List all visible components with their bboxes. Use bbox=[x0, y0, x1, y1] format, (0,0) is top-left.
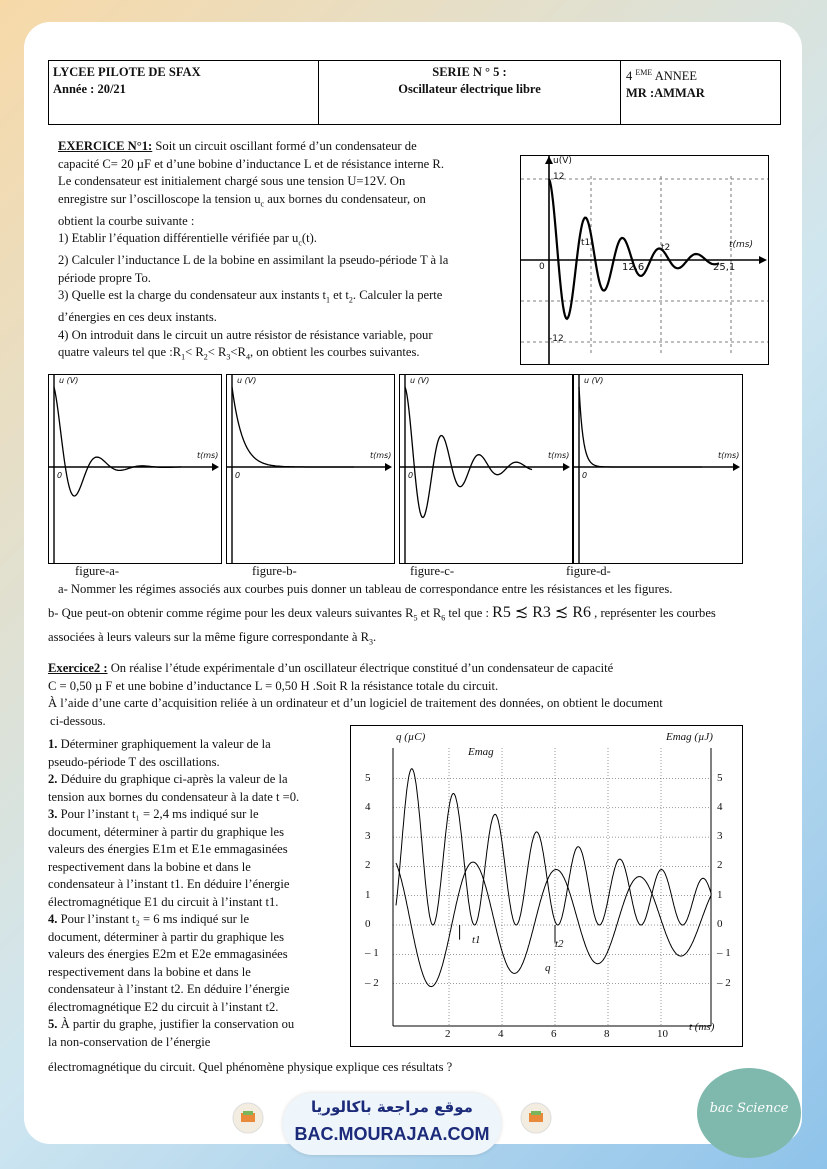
figure-d-caption: figure-d- bbox=[566, 564, 611, 578]
figure-curve bbox=[405, 387, 532, 518]
footer-url[interactable]: BAC.MOURAJAA.COM bbox=[294, 1124, 490, 1144]
osc-ybottom: -12 bbox=[549, 334, 564, 344]
exercise2-title: Exercice2 : bbox=[48, 661, 108, 675]
exercise2-intro: Exercice2 : On réalise l’étude expérimentale d’un oscillateur électrique constitué d’un condensateur de capacité C = 0,50 µ F et une bobine d’inductance L = 0,50 H .Soit R la résistance totale du circuit. À l’aide d’une carte d’acquisition reliée à un ordinateur et d’un logiciel de traitement des données, on obtient le document ci-dessous. bbox=[48, 661, 663, 728]
figure-ylabel: u (V) bbox=[410, 376, 430, 385]
figure-svg bbox=[49, 375, 221, 563]
question-a: a- Nommer les régimes associés aux courbes puis donner un tableau de correspondance entre les résistances et les figures. bbox=[58, 582, 673, 596]
energy-svg bbox=[351, 726, 742, 1046]
y-tick-right: 0 bbox=[717, 918, 723, 930]
osc-t1-value: 12,6 bbox=[622, 262, 645, 273]
figure-xlabel: t(ms) bbox=[718, 451, 740, 460]
q-axis-label: q (µC) bbox=[396, 731, 426, 743]
figure-axes bbox=[49, 375, 215, 563]
t1-label: t1 bbox=[472, 934, 481, 946]
y-tick-left: 3 bbox=[365, 830, 371, 843]
figure-arrow bbox=[385, 463, 392, 471]
y-tick-right: 5 bbox=[717, 771, 723, 784]
x-tick: 8 bbox=[604, 1028, 610, 1040]
header-level-cell bbox=[621, 61, 780, 124]
y-tick-left: – 2 bbox=[365, 976, 379, 989]
uc-curve bbox=[549, 179, 719, 319]
osc-t1-marker: t1 bbox=[581, 238, 591, 248]
figure-arrow bbox=[733, 463, 740, 471]
y-tick-right: 3 bbox=[717, 830, 723, 843]
figure-a-box bbox=[48, 374, 222, 564]
figure-curve bbox=[232, 387, 354, 467]
y-tick-left: 2 bbox=[365, 859, 371, 872]
figure-b-box bbox=[226, 374, 395, 564]
osc-xlabel: t(ms) bbox=[729, 240, 754, 250]
school-name: LYCEE PILOTE DE SFAX bbox=[53, 65, 201, 79]
figure-ylabel: u (V) bbox=[584, 376, 604, 385]
footer-left-logo-icon bbox=[232, 1102, 264, 1134]
header-series-cell bbox=[319, 61, 621, 124]
header-table bbox=[48, 60, 781, 125]
exercise1-intro: EXERCICE N°1: Soit un circuit oscillant formé d’un condensateur de capacité C= 20 µF et d’une bobine d’inductance L et de résistance interne R. Le condensateur est initialement chargé sous une tension U=12V. On enregistre sur l’oscilloscope la tension $u_c$ aux bornes du condensateur, on obtient la courbe suivante : 1) Etablir l’équation différentielle vérifiée par $u_c(t)$. 2) Calculer l’inductance L de la bobine en assimilant la pseudo-période T à la période propre To. 3) Quelle est la charge du condensateur aux instants $t_1$ et $t_2$. Calculer la perte d’énergies en ces deux instants. 4) On introduit dans le circuit un autre résistor de résistance variable, pour quatre valeurs tel que $:R_1< R_2< R_3<R_4$, on obtient les courbes suivantes. bbox=[58, 139, 449, 362]
q-curve-label: q bbox=[545, 962, 551, 974]
oscilloscope-graph bbox=[520, 155, 769, 365]
x-tick: 6 bbox=[551, 1028, 557, 1040]
t2-label: t2 bbox=[555, 938, 564, 950]
x-tick: 2 bbox=[445, 1028, 451, 1040]
figure-axes bbox=[227, 375, 388, 563]
y-tick-left: 4 bbox=[365, 800, 371, 813]
level: 4 $^{EME}$ ANNEE bbox=[626, 68, 698, 84]
figure-b-caption: figure-b- bbox=[252, 564, 297, 578]
resistance-relation: R5 ≾ R3 ≾ R6 bbox=[492, 604, 591, 621]
figure-ylabel: u (V) bbox=[237, 376, 257, 385]
y-tick-right: 2 bbox=[717, 859, 723, 872]
figure-ylabel: u (V) bbox=[59, 376, 79, 385]
emag-curve bbox=[396, 769, 711, 925]
x-tick: 4 bbox=[498, 1028, 504, 1040]
exercise2-questions: 1. Déterminer graphiquement la valeur de la pseudo-période T des oscillations. 2. Déduire du graphique ci-après la valeur de la tension aux bornes du condensateur à la date t =0. 3. Pour l’instant t₁ = 2,4 ms indiqué sur le document, déterminer à partir du graphique les valeurs des énergies E1m et E1e emmagasinées respectivement dans la bobine et dans le condensateur à l’instant t1. En déduire l’énergie électromagnétique E1 du circuit à l’instant t1. 4. Pour l’instant t₂ = 6 ms indiqué sur le document, déterminer à partir du graphique les valeurs des énergies E2m et E2e emmagasinées respectivement dans la bobine et dans le condensateur à l’instant t2. En déduire l’énergie électromagnétique E2 du circuit à l’instant t2. 5. À partir du graphe, justifier la conservation ou la non-conservation de l’énergie bbox=[48, 737, 300, 1049]
figure-c-caption: figure-c- bbox=[410, 564, 455, 578]
x-tick: 10 bbox=[657, 1028, 668, 1040]
osc-ytop: 12 bbox=[553, 172, 565, 182]
header-school-cell bbox=[49, 61, 319, 124]
oscilloscope-svg bbox=[521, 156, 768, 364]
school-year: Année : 20/21 bbox=[53, 82, 126, 96]
figure-svg bbox=[574, 375, 742, 563]
q-curve bbox=[396, 862, 711, 987]
teacher: MR :AMMAR bbox=[626, 86, 705, 101]
figure-axes bbox=[574, 375, 736, 563]
exercise2-q5-end: électromagnétique du circuit. Quel phénomène physique explique ces résultats ? bbox=[48, 1060, 453, 1074]
osc-t2-value: 25,1 bbox=[713, 262, 736, 273]
figure-a-caption: figure-a- bbox=[75, 564, 120, 578]
figures-row bbox=[48, 374, 748, 564]
y-tick-right: 4 bbox=[717, 800, 723, 813]
figure-axes bbox=[400, 375, 566, 563]
figure-curve bbox=[579, 387, 702, 467]
figure-d-box bbox=[573, 374, 743, 564]
series-subject: Oscillateur électrique libre bbox=[398, 82, 541, 96]
osc-origin: 0 bbox=[539, 262, 545, 272]
figure-c-box bbox=[399, 374, 573, 564]
exercise1-title: EXERCICE N°1: bbox=[58, 139, 153, 153]
y-tick-right: 1 bbox=[717, 888, 723, 901]
figure-origin: 0 bbox=[408, 471, 414, 480]
y-tick-left: 0 bbox=[365, 918, 371, 930]
figure-arrow bbox=[563, 463, 570, 471]
figure-origin: 0 bbox=[235, 471, 241, 480]
emag-axis-label: Emag (µJ) bbox=[666, 731, 713, 743]
y-tick-left: – 1 bbox=[365, 947, 379, 960]
figure-curve bbox=[54, 387, 181, 496]
figure-origin: 0 bbox=[582, 471, 588, 480]
figure-xlabel: t(ms) bbox=[370, 451, 392, 460]
figure-xlabel: t(ms) bbox=[197, 451, 219, 460]
y-tick-right: – 1 bbox=[717, 947, 731, 960]
y-tick-left: 5 bbox=[365, 771, 371, 784]
energy-charge-graph bbox=[350, 725, 743, 1047]
figure-svg bbox=[400, 375, 572, 563]
series-number: SERIE N ° 5 : bbox=[432, 65, 507, 79]
time-axis-label: t (ms) bbox=[689, 1021, 715, 1033]
bac-science-text: bac Science bbox=[709, 1101, 789, 1116]
osc-t2-marker: t2 bbox=[661, 243, 671, 253]
y-tick-left: 1 bbox=[365, 888, 371, 901]
y-tick-right: – 2 bbox=[717, 976, 731, 989]
figure-svg bbox=[227, 375, 394, 563]
question-b: b- Que peut-on obtenir comme régime pour les deux valeurs suivantes $R_5$ et $R_6$ tel que : R5 ≾ R3 ≾ R6 , représenter les courbes associées à leurs valeurs sur la même figure correspondante à $R_3$. bbox=[48, 604, 716, 647]
figure-arrow bbox=[212, 463, 219, 471]
footer-arabic-title: موقع مراجعة باكالوريا bbox=[311, 1098, 473, 1116]
osc-ylabel: u(V) bbox=[553, 156, 572, 166]
figure-xlabel: t(ms) bbox=[548, 451, 570, 460]
footer-right-logo-icon bbox=[520, 1102, 552, 1134]
emag-curve-label: Emag bbox=[468, 746, 494, 758]
figure-origin: 0 bbox=[57, 471, 63, 480]
